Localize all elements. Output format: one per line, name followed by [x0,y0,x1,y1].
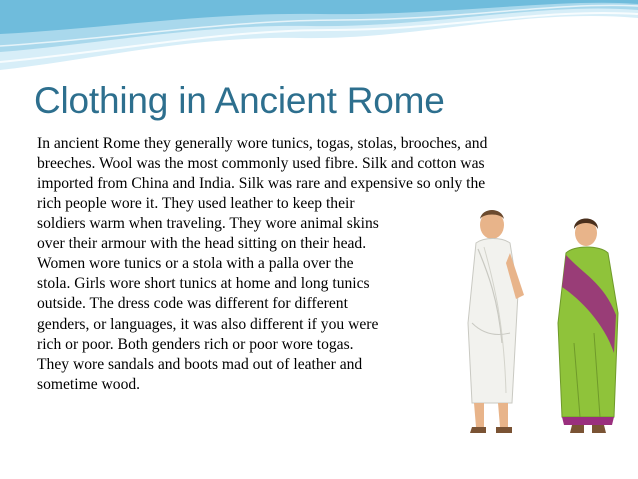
text-line: They wore sandals and boots mad out of leather and [37,355,363,373]
header-wave-decoration [0,0,638,80]
text-line: In ancient Rome they generally wore tunics, togas, stolas, brooches, and [37,135,488,152]
text-line: rich people wore it. They used leather to keep their [37,195,355,212]
text-line: rich or poor. Both genders rich or poor wore togas. [37,335,354,353]
text-line: over their armour with the head sitting on their head. [37,235,367,253]
text-line: genders, or languages, it was also different if you were [37,315,379,333]
body-paragraph-wrapped [37,194,379,395]
text-line: imported from China and India. Silk was rare and expensive so only the [37,175,486,193]
text-line: stola. Girls wore short tunics at home and long tunics [37,275,370,293]
man-in-toga-figure [468,210,524,433]
woman-in-stola-figure [558,219,618,434]
text-line: soldiers warm when traveling. They wore animal skins [37,215,379,233]
text-line: outside. The dress code was different for different [37,295,348,313]
text-line: Women wore tunics or a stola with a palla over the [37,255,354,273]
text-line: breeches. Wool was the most commonly used fibre. Silk and cotton was [37,155,485,173]
body-paragraph-top [37,134,487,194]
roman-couple-illustration [454,203,638,443]
slide-title: Clothing in Ancient Rome [34,80,445,121]
text-line: sometime wood. [37,375,141,393]
